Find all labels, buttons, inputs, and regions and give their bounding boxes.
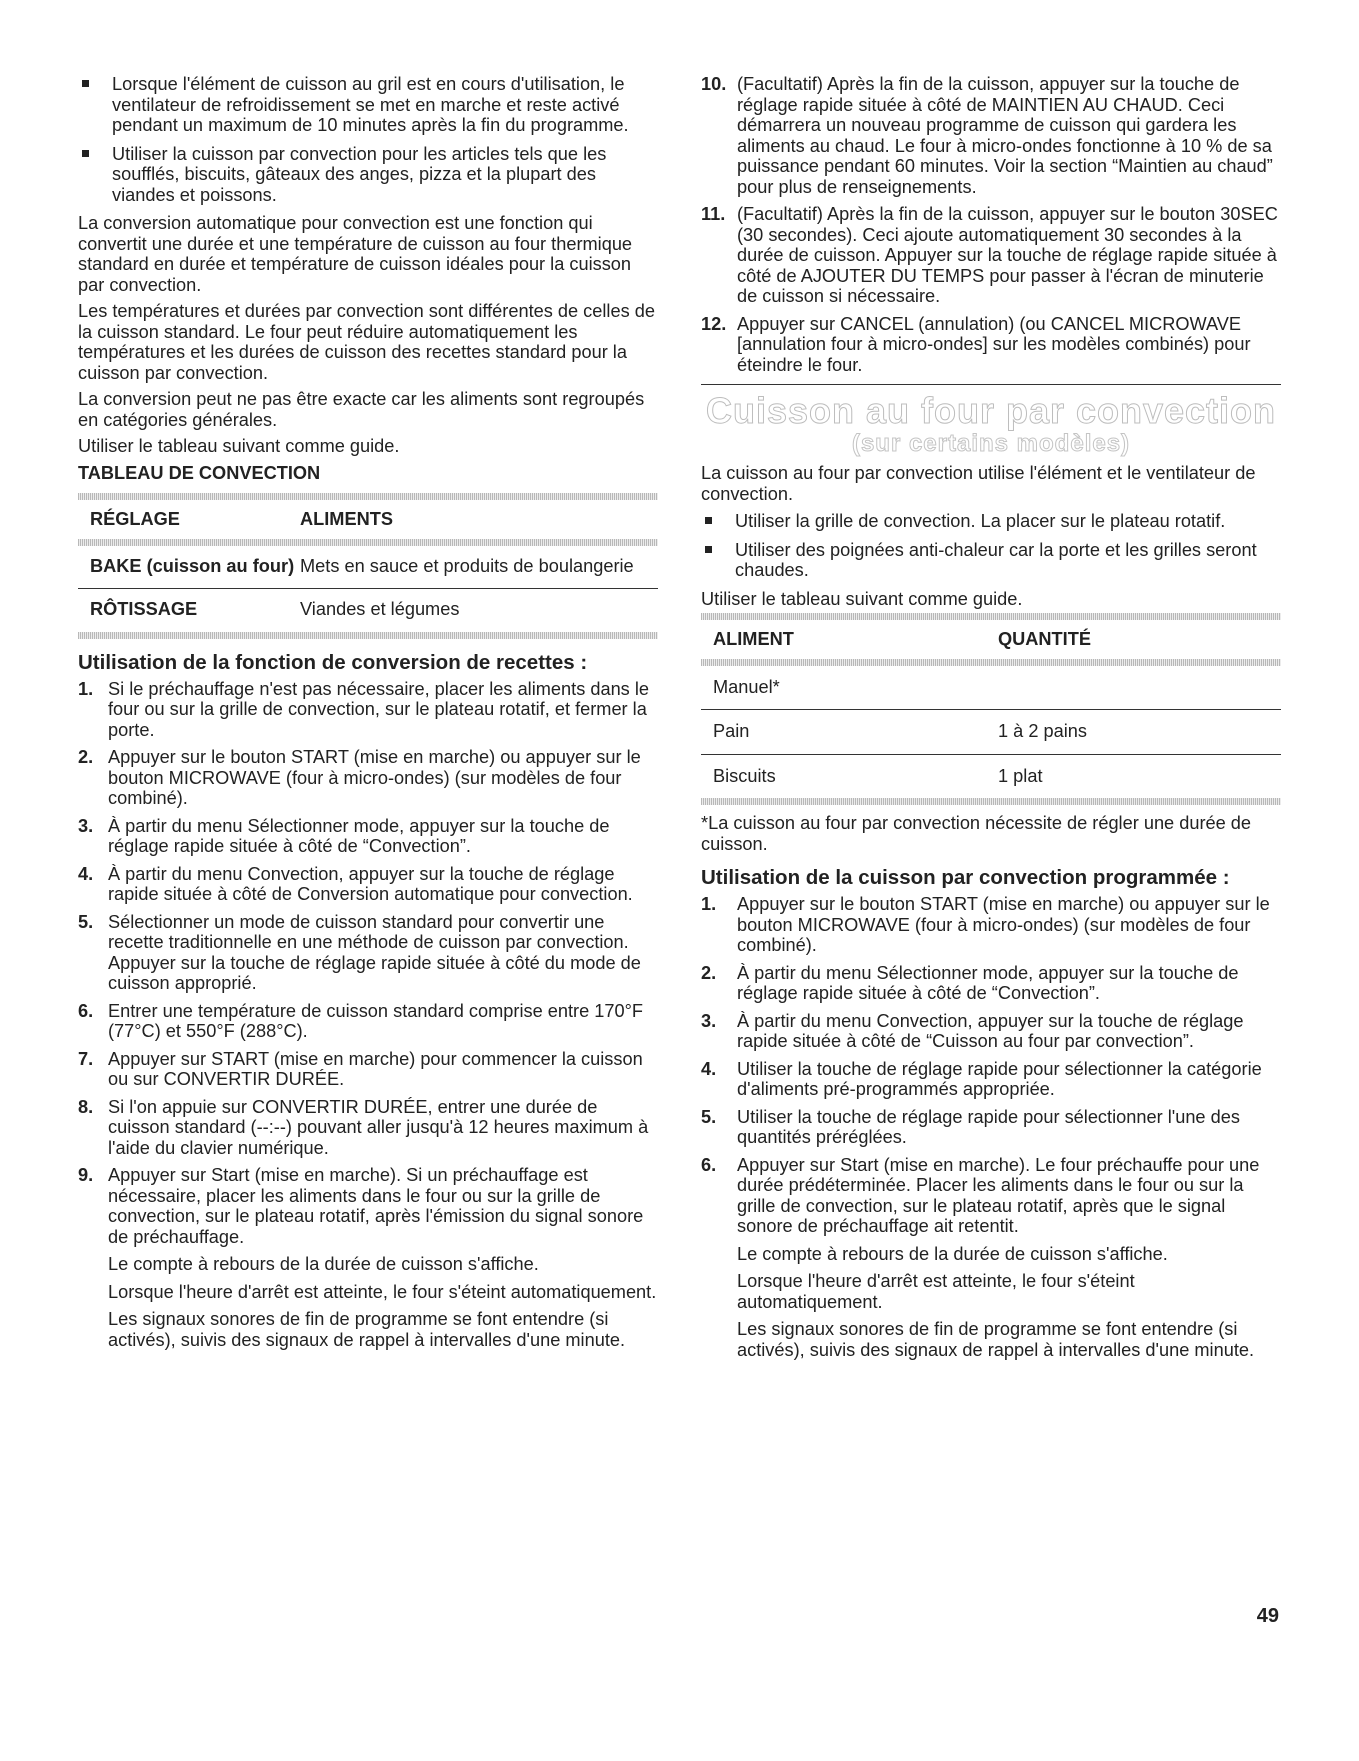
table-row xyxy=(78,589,658,632)
step-text: Si le préchauffage n'est pas nécessaire, placer les aliments dans le four ou sur la grille de convection, sur le plateau rotatif, et fermer la porte. xyxy=(108,678,649,740)
paragraph: La cuisson au four par convection utilise l'élément et le ventilateur de convection. xyxy=(701,463,1256,504)
paragraph: La conversion automatique pour convection est une fonction qui convertit une durée et une température de cuisson au four thermique standard en durée et température de cuisson idéales pour la cuisson par convection. xyxy=(78,213,633,295)
paragraph: Utiliser le tableau suivant comme guide. xyxy=(701,588,1023,609)
step-item xyxy=(78,816,658,857)
convection-table xyxy=(78,493,658,639)
step-text: À partir du menu Convection, appuyer sur la touche de réglage rapide située à côté de Conversion automatique pour convection. xyxy=(108,863,633,904)
step-text: Appuyer sur START (mise en marche) pour commencer la cuisson ou sur CONVERTIR DURÉE. xyxy=(108,1048,643,1089)
step-text: À partir du menu Convection, appuyer sur la touche de réglage rapide située à côté de “Cuisson au four par convection”. xyxy=(737,1010,1244,1051)
table-rule xyxy=(78,632,658,639)
section-title: Cuisson au four par convection xyxy=(705,390,1277,431)
step-item xyxy=(701,314,1281,376)
column-header: ALIMENTS xyxy=(300,509,393,529)
bullet-item: Utiliser la grille de convection. La placer sur le plateau rotatif. xyxy=(701,511,1281,532)
step-item xyxy=(78,1001,658,1042)
column-header: ALIMENT xyxy=(713,629,794,649)
step-text: Appuyer sur le bouton START (mise en marche) ou appuyer sur le bouton MICROWAVE (four à micro-ondes) (sur modèles de four combiné). xyxy=(108,747,641,808)
step-number: 1. xyxy=(701,894,717,914)
left-column xyxy=(78,74,658,1357)
section-banner xyxy=(701,391,1281,457)
step-item xyxy=(78,1049,658,1090)
step-item xyxy=(78,747,658,809)
step-note: Les signaux sonores de fin de programme se font entendre (si activés), suivis des signaux de rappel à intervalles d'une minute. xyxy=(737,1319,1255,1360)
step-number: 10. xyxy=(701,74,727,94)
setting-name: BAKE xyxy=(90,555,142,576)
table-rule xyxy=(701,659,1281,666)
step-item xyxy=(78,864,658,905)
paragraph: La conversion peut ne pas être exacte car les aliments sont regroupés en catégories générales. xyxy=(78,389,645,430)
bullet-item: Lorsque l'élément de cuisson au gril est en cours d'utilisation, le ventilateur de refroidissement se met en marche et reste activé pendant un maximum de 10 minutes après la fin du programme. xyxy=(78,74,658,136)
step-text: Si l'on appuie sur CONVERTIR DURÉE, entrer une durée de cuisson standard (--:--) pouvant aller jusqu'à 12 heures maximum à l'aide du clavier numérique. xyxy=(108,1096,649,1158)
step-text: (Facultatif) Après la fin de la cuisson, appuyer sur le bouton 30SEC (30 secondes). Ceci ajoute automatiquement 30 secondes à la durée de cuisson. Appuyer sur la touche de réglage rapide située à côté de AJOUTER DU TEMPS pour passer à l'écran de minuterie de cuisson si nécessaire. xyxy=(737,204,1278,306)
step-number: 6. xyxy=(701,1154,717,1175)
step-text: Entrer une température de cuisson standard comprise entre 170°F (77°C) et 550°F (288°C). xyxy=(108,1000,643,1041)
section-subtitle: (sur certains modèles) xyxy=(851,430,1131,457)
table-cell: 1 plat xyxy=(998,765,1043,786)
step-item xyxy=(701,894,1281,956)
step-item xyxy=(701,1011,1281,1052)
paragraph: Utiliser le tableau suivant comme guide. xyxy=(78,436,400,456)
step-number: 9. xyxy=(78,1165,94,1185)
table-cell: Viandes et légumes xyxy=(300,599,460,619)
steps-list-continued xyxy=(701,74,1281,375)
step-note: Lorsque l'heure d'arrêt est atteinte, le four s'éteint automatiquement. xyxy=(108,1281,657,1302)
step-number: 4. xyxy=(78,863,94,884)
step-note: Le compte à rebours de la durée de cuisson s'affiche. xyxy=(108,1254,539,1274)
step-item xyxy=(701,1155,1281,1361)
table-row xyxy=(701,755,1281,799)
table-cell: Manuel* xyxy=(713,676,780,697)
step-item xyxy=(78,679,658,741)
step-note: Le compte à rebours de la durée de cuisson s'affiche. xyxy=(737,1243,1168,1264)
step-number: 8. xyxy=(78,1096,94,1117)
step-item xyxy=(701,963,1281,1004)
step-number: 3. xyxy=(701,1010,717,1031)
table-row xyxy=(701,666,1281,710)
table-cell: Pain xyxy=(713,721,750,741)
table-cell: 1 à 2 pains xyxy=(998,721,1087,741)
step-item xyxy=(78,1165,658,1350)
table-row xyxy=(701,710,1281,754)
step-number: 11. xyxy=(701,204,726,224)
right-column xyxy=(701,74,1281,1367)
step-note: Lorsque l'heure d'arrêt est atteinte, le four s'éteint automatiquement. xyxy=(737,1271,1135,1312)
step-item xyxy=(701,1059,1281,1100)
setting-detail: (cuisson au four) xyxy=(141,555,295,576)
section-heading: Utilisation de la fonction de conversion de recettes : xyxy=(78,650,588,674)
step-item xyxy=(78,1097,658,1159)
step-number: 4. xyxy=(701,1058,717,1079)
bullet-item: Utiliser des poignées anti-chaleur car la porte et les grilles seront chaudes. xyxy=(701,540,1281,581)
step-item xyxy=(701,1107,1281,1148)
step-number: 12. xyxy=(701,313,727,334)
table-footnote: *La cuisson au four par convection nécessite de régler une durée de cuisson. xyxy=(701,813,1252,854)
step-number: 3. xyxy=(78,815,94,836)
step-text: Appuyer sur le bouton START (mise en marche) ou appuyer sur le bouton MICROWAVE (four à micro-ondes) (sur modèles de four combiné). xyxy=(737,894,1270,955)
table-rule xyxy=(78,493,658,500)
step-text: Utiliser la touche de réglage rapide pour sélectionner l'une des quantités préréglées. xyxy=(737,1106,1240,1147)
step-text: Appuyer sur Start (mise en marche). Le four préchauffe pour une durée prédéterminée. Placer les aliments dans le four ou sur la grille de convection, sur le plateau rotatif, après que le signal sonore de préchauffage ait retentit. xyxy=(737,1154,1260,1236)
table-title: TABLEAU DE CONVECTION xyxy=(78,462,321,483)
table-header-row xyxy=(701,620,1281,659)
table-cell: Biscuits xyxy=(713,765,776,786)
step-text: Appuyer sur Start (mise en marche). Si un préchauffage est nécessaire, placer les aliments dans le four ou sur la grille de convection, sur le plateau rotatif, après l'émission du signal sonore de préchauffage. xyxy=(108,1165,644,1247)
table-rule xyxy=(78,539,658,546)
bullet-item: Utiliser la cuisson par convection pour les articles tels que les soufflés, biscuits, gâteaux des anges, pizza et la plupart des viandes et poissons. xyxy=(78,144,658,206)
paragraph: Les températures et durées par convection sont différentes de celles de la cuisson standard. Le four peut réduire automatiquement les températures et les durées de cuisson des recettes standard pour la cuisson par convection. xyxy=(78,301,655,383)
section-heading: Utilisation de la cuisson par convection programmée : xyxy=(701,866,1230,889)
step-text: Utiliser la touche de réglage rapide pour sélectionner la catégorie d'aliments pré-programmés appropriée. xyxy=(737,1058,1262,1099)
table-cell xyxy=(90,599,300,620)
step-number: 7. xyxy=(78,1048,94,1069)
column-header: RÉGLAGE xyxy=(90,509,180,529)
step-number: 6. xyxy=(78,1000,94,1021)
table-header-row xyxy=(78,500,658,539)
column-header: QUANTITÉ xyxy=(998,629,1091,649)
step-item xyxy=(78,912,658,994)
page-number: 49 xyxy=(1256,1605,1279,1627)
setting-name: RÔTISSAGE xyxy=(90,599,198,619)
steps-list xyxy=(701,894,1281,1360)
steps-list xyxy=(78,679,658,1351)
step-number: 5. xyxy=(701,1106,717,1127)
table-cell xyxy=(998,677,1281,698)
table-cell xyxy=(90,556,300,577)
step-text: (Facultatif) Après la fin de la cuisson, appuyer sur la touche de réglage rapide située à côté de MAINTIEN AU CHAUD. Ceci démarrera un nouveau programme de cuisson qui gardera les aliments au chaud. Le four à micro-ondes fonctionne à 10 % de sa puissance pendant 60 minutes. Voir la section “Maintien au chaud” pour plus de renseignements. xyxy=(737,74,1273,197)
convection-bake-table xyxy=(701,613,1281,805)
step-number: 5. xyxy=(78,911,94,932)
table-rule xyxy=(701,798,1281,805)
step-number: 2. xyxy=(701,962,717,983)
table-rule xyxy=(701,613,1281,620)
step-text: À partir du menu Sélectionner mode, appuyer sur la touche de réglage rapide située à côté de “Convection”. xyxy=(737,962,1239,1003)
table-row xyxy=(78,546,658,589)
step-text: À partir du menu Sélectionner mode, appuyer sur la touche de réglage rapide située à côté de “Convection”. xyxy=(108,815,610,856)
step-text: Sélectionner un mode de cuisson standard pour convertir une recette traditionnelle en une méthode de cuisson par convection. Appuyer sur la touche de réglage rapide située à côté du mode de cuisson approprié. xyxy=(108,911,641,993)
step-note: Les signaux sonores de fin de programme se font entendre (si activés), suivis des signaux de rappel à intervalles d'une minute. xyxy=(108,1309,626,1350)
step-text: Appuyer sur CANCEL (annulation) (ou CANCEL MICROWAVE [annulation four à micro-ondes] sur les modèles combinés) pour éteindre le four. xyxy=(737,313,1251,375)
section-divider xyxy=(701,384,1281,385)
step-number: 2. xyxy=(78,747,94,767)
step-item xyxy=(701,204,1281,307)
step-number: 1. xyxy=(78,678,94,699)
table-cell: Mets en sauce et produits de boulangerie xyxy=(300,555,634,576)
step-item xyxy=(701,74,1281,197)
